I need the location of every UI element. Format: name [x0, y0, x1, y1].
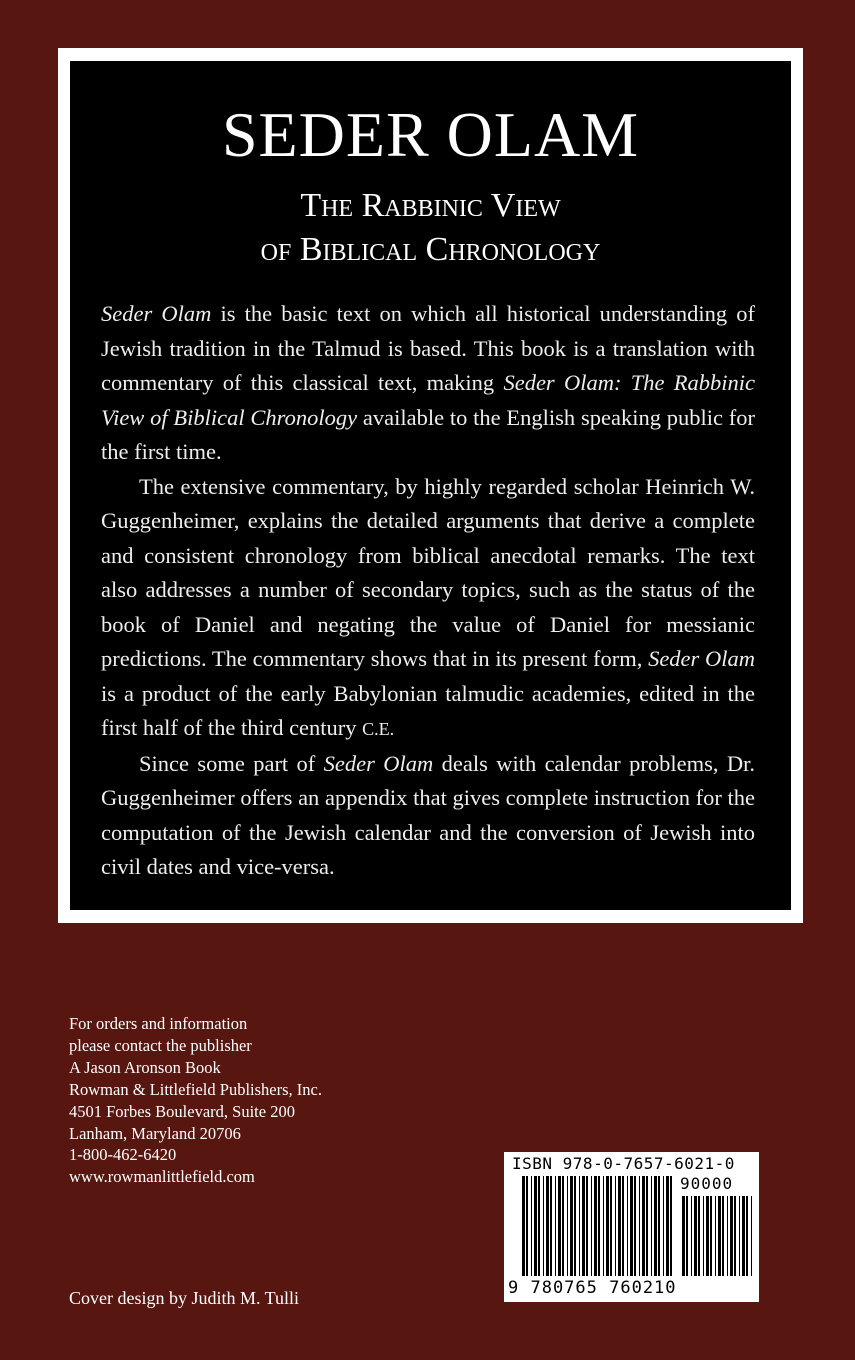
barcode-bar: [703, 1196, 704, 1276]
italic-title: Seder Olam: [648, 646, 755, 671]
era-abbreviation: C.E.: [362, 719, 395, 739]
price-code: 90000: [680, 1174, 734, 1193]
barcode-bar: [651, 1176, 652, 1276]
paragraph-text: is the basic text on which all historical understanding of Jewish tradition in the Talmud is based. This book is a translation with commentary of this classical text, making: [101, 301, 755, 395]
barcode-bar: [715, 1196, 716, 1276]
barcode-bar: [586, 1176, 588, 1276]
barcode-bar: [663, 1176, 664, 1276]
barcode-bar: [686, 1196, 688, 1276]
barcode-bar: [666, 1176, 669, 1276]
barcode-bar: [546, 1176, 549, 1276]
barcode-bar: [654, 1176, 657, 1276]
paragraph-text: available to the English speaking public for the first time.: [101, 404, 755, 464]
barcode-bar: [526, 1176, 528, 1276]
barcode-bar: [567, 1176, 568, 1276]
barcode-bar: [739, 1196, 740, 1276]
barcode-bar: [594, 1176, 597, 1276]
barcode-bar: [658, 1176, 660, 1276]
barcode-block: [504, 1152, 759, 1302]
book-subtitle-line1: The Rabbinic View: [300, 187, 561, 224]
description-paragraph-1: [101, 297, 755, 470]
barcode-bar: [558, 1176, 561, 1276]
publisher-address: 4501 Forbes Boulevard, Suite 200: [69, 1101, 295, 1121]
barcode-bar: [550, 1176, 552, 1276]
paragraph-text: deals with calendar problems, Dr. Guggenheimer offers an appendix that gives complete instruction for the computation of the Jewish calendar and the conversion of Jewish into civil dates and vice-versa.: [101, 750, 755, 879]
barcode-bar: [634, 1176, 636, 1276]
barcode-bar: [642, 1176, 645, 1276]
isbn-number: ISBN 978-0-7657-6021-0: [512, 1154, 735, 1173]
barcode-bar: [639, 1176, 640, 1276]
barcode-bar: [730, 1196, 733, 1276]
barcode-bar: [562, 1176, 564, 1276]
barcode-bar: [722, 1196, 724, 1276]
barcode-bar: [742, 1196, 745, 1276]
description-text: [101, 297, 755, 885]
contact-line: please contact the publisher: [69, 1035, 252, 1055]
italic-title: Seder Olam: [101, 301, 212, 326]
ean-digits: 9 780765 760210: [508, 1278, 677, 1298]
barcode-bar: [627, 1176, 628, 1276]
barcode-bar: [746, 1196, 748, 1276]
barcode-bar: [682, 1196, 685, 1276]
barcode-bar: [534, 1176, 537, 1276]
description-panel: [70, 61, 791, 910]
barcode-bar: [598, 1176, 600, 1276]
book-title: SEDER OLAM: [221, 99, 640, 170]
barcode-bar: [615, 1176, 616, 1276]
barcode-bar: [522, 1176, 525, 1276]
italic-title: Seder Olam: [323, 750, 434, 776]
barcode-bar: [610, 1176, 612, 1276]
barcode-bar: [543, 1176, 544, 1276]
barcode-bar: [710, 1196, 712, 1276]
barcode-bar: [718, 1196, 721, 1276]
barcode-bar: [670, 1176, 672, 1276]
barcode-bar: [538, 1176, 540, 1276]
barcode-bar: [691, 1196, 692, 1276]
barcode-bar: [579, 1176, 580, 1276]
publisher-imprint: A Jason Aronson Book: [69, 1057, 221, 1077]
barcode-bar: [574, 1176, 576, 1276]
barcode-bar: [727, 1196, 728, 1276]
paragraph-text: The extensive commentary, by highly regarded scholar Heinrich W. Guggenheimer, explains the detailed arguments that derive a complete and consistent chronology from biblical anecdotal remarks. The text also addresses a number of secondary topics, such as the status of the book of Daniel and negating the value of Daniel for messianic predictions. The commentary shows that in its present form,: [101, 473, 755, 671]
description-paragraph-3: [101, 747, 755, 885]
barcode-bar: [606, 1176, 609, 1276]
italic-title: Seder Olam: The Rabbinic View of Biblical Chronology: [101, 370, 755, 430]
publisher-name: Rowman & Littlefield Publishers, Inc.: [69, 1079, 322, 1099]
barcode-bar: [751, 1196, 752, 1276]
barcode-bar: [734, 1196, 736, 1276]
description-paragraph-2: [101, 470, 755, 747]
publisher-website: www.rowmanlittlefield.com: [69, 1167, 255, 1187]
publisher-city: Lanham, Maryland 20706: [69, 1123, 241, 1143]
barcode-bar: [694, 1196, 697, 1276]
barcode-bar: [555, 1176, 556, 1276]
barcode-bar: [531, 1176, 532, 1276]
barcode-bar: [646, 1176, 648, 1276]
publisher-phone: 1-800-462-6420: [69, 1145, 177, 1165]
cover-design-credit: Cover design by Judith M. Tulli: [69, 1288, 300, 1308]
barcode-bar: [591, 1176, 592, 1276]
barcode-bar: [630, 1176, 633, 1276]
book-subtitle-line2: of Biblical Chronology: [260, 231, 601, 268]
barcode-bar: [570, 1176, 573, 1276]
contact-line: For orders and information: [69, 1014, 248, 1033]
barcode-bar: [618, 1176, 621, 1276]
paragraph-text: Since some part of: [139, 750, 324, 776]
barcode-bar: [622, 1176, 624, 1276]
paragraph-text: is a product of the early Babylonian talmudic academies, edited in the first half of the third century: [101, 680, 755, 740]
barcode-bar: [582, 1176, 585, 1276]
barcode-bar: [698, 1196, 700, 1276]
publisher-contact: [69, 1013, 322, 1188]
barcode-bar: [603, 1176, 604, 1276]
barcode-bar: [706, 1196, 709, 1276]
